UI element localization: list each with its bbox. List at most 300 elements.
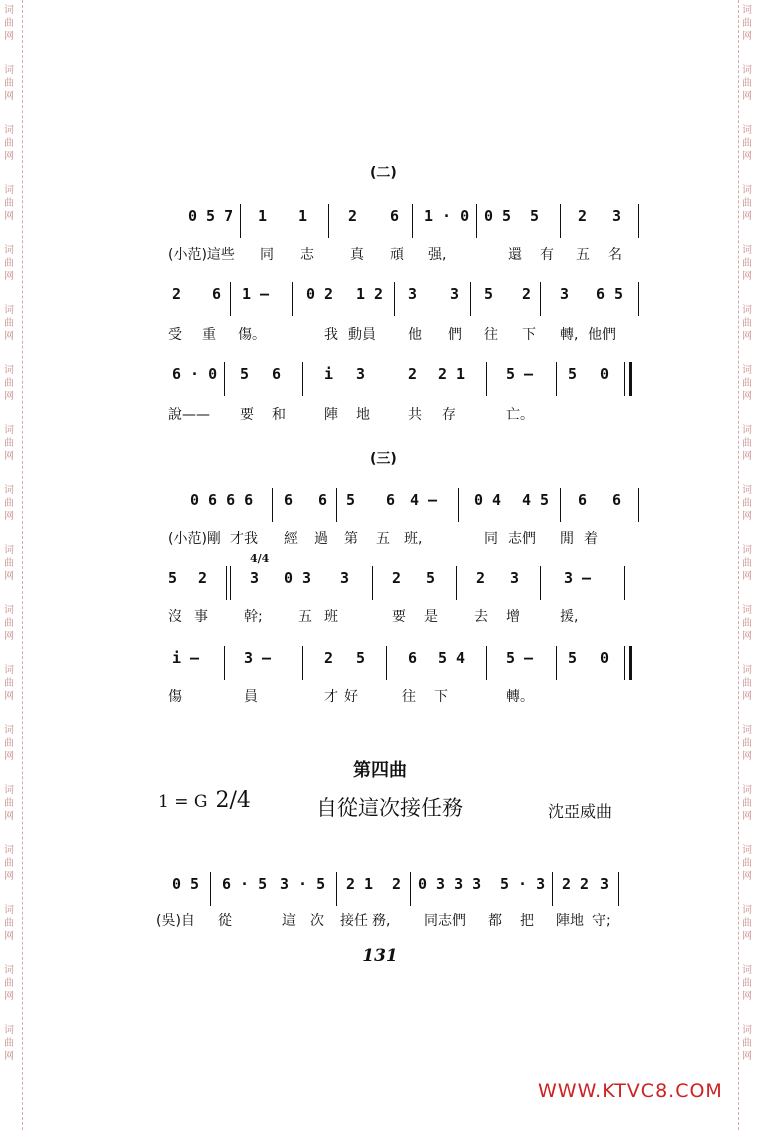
note: 1 2	[356, 285, 384, 303]
lyric-word: 事	[194, 609, 208, 625]
lyric-word: 班,	[404, 531, 423, 547]
watermark-stamp	[4, 664, 20, 724]
barline	[540, 282, 541, 316]
lyric-word: 同	[260, 247, 274, 263]
notation-staff	[168, 874, 644, 910]
watermark-char: 网	[4, 631, 14, 642]
note: 3 —	[244, 649, 272, 667]
lyric-word: 他	[408, 327, 422, 343]
watermark-char: 网	[742, 751, 752, 762]
lyric-word: 轉。	[506, 689, 534, 705]
watermark-char: 网	[742, 931, 752, 942]
watermark-char: 网	[742, 391, 752, 402]
barline	[476, 204, 477, 238]
watermark-char: 曲	[742, 738, 752, 749]
note: 6	[408, 649, 418, 667]
watermark-char: 词	[742, 125, 752, 136]
watermark-char: 曲	[4, 918, 14, 929]
note: 2	[578, 207, 588, 225]
watermark-char: 曲	[4, 78, 14, 89]
watermark-char: 词	[4, 425, 14, 436]
note: 3 —	[564, 569, 592, 587]
lyric-word: 傷。	[238, 327, 266, 343]
watermark-char: 曲	[742, 378, 752, 389]
watermark-char: 网	[4, 511, 14, 522]
lyric-word: 傷	[168, 689, 182, 705]
barline	[624, 566, 625, 600]
barline	[224, 646, 225, 680]
watermark-char: 网	[742, 511, 752, 522]
lyric-word: 受	[168, 327, 182, 343]
lyrics-line	[168, 246, 644, 266]
watermark-char: 网	[4, 451, 14, 462]
note: 3	[600, 875, 610, 893]
watermark-stamp	[4, 364, 20, 424]
watermark-char: 词	[742, 965, 752, 976]
barline	[560, 204, 561, 238]
lyric-word: 五	[298, 609, 312, 625]
watermark-stamp	[4, 964, 20, 1024]
lyric-word: (吳)自	[156, 913, 195, 929]
barline	[560, 488, 561, 522]
lyric-word: 重	[202, 327, 216, 343]
watermark-stamp	[4, 424, 20, 484]
watermark-char: 词	[742, 425, 752, 436]
lyric-word: 把	[520, 913, 534, 929]
watermark-char: 网	[742, 271, 752, 282]
barline	[456, 566, 457, 600]
watermark-stamp	[4, 784, 20, 844]
lyric-word: 第	[344, 531, 358, 547]
watermark-char: 网	[4, 931, 14, 942]
watermark-char: 曲	[4, 798, 14, 809]
right-watermark-column	[742, 0, 758, 1084]
note: 0 3	[284, 569, 312, 587]
watermark-char: 网	[742, 571, 752, 582]
lyric-word: 同	[484, 531, 498, 547]
watermark-stamp	[742, 124, 758, 184]
watermark-char: 网	[4, 331, 14, 342]
note: 1 · 0	[424, 207, 470, 225]
watermark-char: 词	[742, 1025, 752, 1036]
lyrics-line	[168, 326, 644, 346]
watermark-char: 曲	[742, 138, 752, 149]
lyric-word: 務,	[372, 913, 391, 929]
watermark-stamp	[4, 544, 20, 604]
watermark-stamp	[742, 424, 758, 484]
watermark-char: 词	[742, 365, 752, 376]
watermark-stamp	[4, 244, 20, 304]
note: 6 · 5	[222, 875, 268, 893]
watermark-char: 词	[742, 185, 752, 196]
watermark-char: 曲	[742, 258, 752, 269]
note: 5	[484, 285, 494, 303]
lyrics-line	[168, 608, 644, 628]
watermark-char: 曲	[4, 318, 14, 329]
notation-staff	[168, 364, 644, 400]
watermark-char: 曲	[4, 678, 14, 689]
watermark-char: 网	[742, 331, 752, 342]
lyric-word: 援,	[560, 609, 579, 625]
note: 2 2	[562, 875, 590, 893]
note: 1 —	[242, 285, 270, 303]
lyric-word: 真	[350, 247, 364, 263]
lyric-word: 員	[244, 689, 258, 705]
lyric-word: 共	[408, 407, 422, 423]
watermark-char: 词	[4, 845, 14, 856]
watermark-char: 网	[4, 751, 14, 762]
watermark-char: 词	[4, 485, 14, 496]
watermark-stamp	[742, 964, 758, 1024]
barline	[272, 488, 273, 522]
watermark-char: 网	[742, 31, 752, 42]
barline	[458, 488, 459, 522]
lyric-word: 還	[508, 247, 522, 263]
lyric-word: 亡。	[506, 407, 534, 423]
watermark-char: 曲	[4, 978, 14, 989]
note: 0	[600, 365, 610, 383]
watermark-stamp	[4, 1024, 20, 1084]
watermark-char: 词	[742, 785, 752, 796]
watermark-char: 曲	[742, 498, 752, 509]
watermark-char: 网	[742, 91, 752, 102]
note: 5	[346, 491, 356, 509]
lyric-word: 志們	[508, 531, 536, 547]
lyric-word: 班	[324, 609, 338, 625]
lyric-word: 過	[314, 531, 328, 547]
watermark-stamp	[4, 124, 20, 184]
lyric-word: 有	[540, 247, 554, 263]
note: 2	[522, 285, 532, 303]
key-signature	[158, 788, 251, 813]
watermark-char: 词	[742, 485, 752, 496]
barline	[410, 872, 411, 906]
barline	[638, 282, 639, 316]
section-heading: (二)	[370, 165, 397, 181]
note: 4 5	[522, 491, 550, 509]
watermark-stamp	[742, 184, 758, 244]
lyric-word: 要	[392, 609, 406, 625]
watermark-char: 曲	[4, 198, 14, 209]
watermark-char: 词	[4, 305, 14, 316]
watermark-char: 网	[4, 151, 14, 162]
watermark-char: 网	[4, 811, 14, 822]
watermark-char: 曲	[742, 858, 752, 869]
note: 5 —	[506, 649, 534, 667]
watermark-char: 词	[4, 605, 14, 616]
watermark-char: 网	[4, 31, 14, 42]
left-watermark-column	[4, 0, 20, 1084]
final-barline	[624, 362, 632, 396]
note: 3	[510, 569, 520, 587]
watermark-stamp	[742, 364, 758, 424]
lyric-word: 好	[344, 689, 358, 705]
watermark-stamp	[742, 544, 758, 604]
watermark-char: 词	[4, 725, 14, 736]
watermark-stamp	[742, 304, 758, 364]
note: 6 · 0	[172, 365, 218, 383]
watermark-char: 网	[742, 631, 752, 642]
note: 3	[612, 207, 622, 225]
watermark-char: 曲	[4, 618, 14, 629]
note: 2	[172, 285, 182, 303]
barline	[328, 204, 329, 238]
time-signature-change: 4/4	[250, 552, 270, 565]
lyric-word: 和	[272, 407, 286, 423]
watermark-stamp	[4, 844, 20, 904]
lyric-word: 五	[576, 247, 590, 263]
watermark-char: 词	[4, 1025, 14, 1036]
note: 2 1	[438, 365, 466, 383]
watermark-char: 曲	[4, 438, 14, 449]
barline	[486, 646, 487, 680]
watermark-char: 网	[742, 211, 752, 222]
note: 2	[408, 365, 418, 383]
lyric-word: 地	[356, 407, 370, 423]
barline	[556, 646, 557, 680]
watermark-char: 网	[742, 811, 752, 822]
lyric-word: (小范)這些	[168, 247, 235, 263]
lyric-word: 這	[282, 913, 296, 929]
barline	[386, 646, 387, 680]
note: 0 3 3 3	[418, 875, 482, 893]
watermark-char: 词	[4, 785, 14, 796]
lyrics-line	[168, 530, 644, 550]
watermark-char: 曲	[4, 18, 14, 29]
barline	[292, 282, 293, 316]
barline	[336, 872, 337, 906]
watermark-char: 曲	[742, 798, 752, 809]
watermark-char: 词	[4, 365, 14, 376]
notation-staff	[168, 206, 644, 242]
lyric-word: 我	[324, 327, 338, 343]
watermark-char: 词	[4, 905, 14, 916]
notation-staff	[168, 552, 644, 604]
note: 2	[324, 649, 334, 667]
watermark-char: 曲	[742, 318, 752, 329]
lyric-word: 閒	[560, 531, 574, 547]
notation-staff	[168, 284, 644, 320]
song-title: 自從這次接任務	[316, 796, 463, 820]
lyric-word: 陣地	[556, 913, 584, 929]
note: 3	[450, 285, 460, 303]
note: 5	[426, 569, 436, 587]
watermark-char: 词	[742, 545, 752, 556]
barline	[638, 488, 639, 522]
watermark-char: 网	[742, 871, 752, 882]
watermark-char: 网	[4, 271, 14, 282]
barline	[230, 282, 231, 316]
watermark-char: 网	[742, 691, 752, 702]
watermark-char: 曲	[4, 498, 14, 509]
lyric-word: 强,	[428, 247, 447, 263]
note: 6	[386, 491, 396, 509]
note: 5 · 3	[500, 875, 546, 893]
barline	[336, 488, 337, 522]
barline	[638, 204, 639, 238]
lyrics-line	[168, 688, 644, 708]
watermark-stamp	[4, 604, 20, 664]
barline	[486, 362, 487, 396]
watermark-char: 网	[742, 451, 752, 462]
lyric-word: 去	[474, 609, 488, 625]
note: 0 5	[484, 207, 512, 225]
watermark-stamp	[742, 784, 758, 844]
watermark-char: 曲	[742, 978, 752, 989]
watermark-stamp	[742, 844, 758, 904]
watermark-char: 曲	[4, 1038, 14, 1049]
watermark-char: 曲	[4, 858, 14, 869]
note: 6 5	[596, 285, 624, 303]
note: 2	[392, 569, 402, 587]
watermark-char: 网	[4, 91, 14, 102]
watermark-char: 曲	[742, 18, 752, 29]
note: 5	[168, 569, 178, 587]
note: 3	[408, 285, 418, 303]
watermark-char: 曲	[742, 618, 752, 629]
lyric-word: (小范)剛	[168, 531, 221, 547]
watermark-char: 词	[4, 5, 14, 16]
lyric-word: 往	[484, 327, 498, 343]
lyric-word: 說——	[168, 407, 210, 423]
watermark-char: 词	[742, 905, 752, 916]
lyric-word: 五	[376, 531, 390, 547]
note: 2	[392, 875, 402, 893]
lyrics-line	[156, 912, 644, 932]
notation-staff	[168, 648, 644, 684]
final-barline	[624, 646, 632, 680]
note: 0	[600, 649, 610, 667]
song-section-title: 第四曲	[353, 760, 407, 781]
note: 5 —	[506, 365, 534, 383]
note: 1	[258, 207, 268, 225]
note: 2 1	[346, 875, 374, 893]
double-barline	[226, 566, 231, 600]
lyric-word: 動員	[348, 327, 376, 343]
note: 5	[568, 649, 578, 667]
watermark-char: 曲	[742, 438, 752, 449]
watermark-stamp	[742, 1024, 758, 1084]
watermark-char: 词	[4, 125, 14, 136]
lyric-word: 才我	[230, 531, 258, 547]
note: 3	[356, 365, 366, 383]
watermark-stamp	[4, 0, 20, 64]
barline	[540, 566, 541, 600]
lyric-word: 沒	[168, 609, 182, 625]
watermark-char: 曲	[742, 918, 752, 929]
watermark-char: 曲	[4, 258, 14, 269]
watermark-char: 词	[4, 965, 14, 976]
note: 3	[560, 285, 570, 303]
watermark-stamp	[742, 604, 758, 664]
watermark-char: 词	[4, 665, 14, 676]
watermark-char: 曲	[4, 738, 14, 749]
watermark-char: 曲	[742, 558, 752, 569]
lyric-word: 下	[522, 327, 536, 343]
lyric-word: 幹;	[244, 609, 263, 625]
barline	[394, 282, 395, 316]
lyric-word: 着	[584, 531, 598, 547]
watermark-char: 曲	[742, 678, 752, 689]
barline	[224, 362, 225, 396]
note: 0 4	[474, 491, 502, 509]
lyric-word: 增	[506, 609, 520, 625]
note: 6	[318, 491, 328, 509]
watermark-char: 曲	[4, 558, 14, 569]
note: 2	[476, 569, 486, 587]
barline	[302, 646, 303, 680]
watermark-char: 网	[4, 1051, 14, 1062]
note: 6	[390, 207, 400, 225]
note: 3 · 5	[280, 875, 326, 893]
lyric-word: 接任	[340, 913, 368, 929]
note: 6	[284, 491, 294, 509]
site-watermark-url: WWW.KTVC8.COM	[538, 1080, 723, 1102]
watermark-char: 网	[4, 991, 14, 1002]
watermark-char: 词	[742, 845, 752, 856]
watermark-char: 词	[4, 245, 14, 256]
note: 0 2	[306, 285, 334, 303]
watermark-stamp	[4, 184, 20, 244]
lyric-word: 守;	[592, 913, 611, 929]
note: 5 4	[438, 649, 466, 667]
note: 5	[356, 649, 366, 667]
lyric-word: 都	[488, 913, 502, 929]
watermark-stamp	[742, 664, 758, 724]
watermark-stamp	[742, 244, 758, 304]
note: 0 5	[172, 875, 200, 893]
barline	[552, 872, 553, 906]
watermark-stamp	[742, 64, 758, 124]
page-number: 131	[362, 946, 398, 966]
note: 5	[240, 365, 250, 383]
watermark-stamp	[4, 304, 20, 364]
note: 6	[272, 365, 282, 383]
lyric-word: 是	[424, 609, 438, 625]
watermark-stamp	[4, 484, 20, 544]
watermark-char: 曲	[742, 78, 752, 89]
composer-credit: 沈亞威曲	[548, 802, 613, 821]
watermark-char: 词	[4, 185, 14, 196]
key: 1 = G	[158, 792, 208, 812]
note: 2	[348, 207, 358, 225]
lyric-word: 陣	[324, 407, 338, 423]
barline	[618, 872, 619, 906]
watermark-char: 词	[742, 725, 752, 736]
watermark-char: 曲	[4, 378, 14, 389]
section-heading: (三)	[370, 451, 397, 467]
lyric-word: 次	[310, 913, 324, 929]
watermark-stamp	[742, 0, 758, 64]
watermark-char: 网	[4, 211, 14, 222]
note: 4 —	[410, 491, 438, 509]
watermark-char: 曲	[4, 138, 14, 149]
watermark-char: 词	[742, 665, 752, 676]
lyric-word: 轉,	[560, 327, 579, 343]
lyric-word: 志	[300, 247, 314, 263]
note: 5	[530, 207, 540, 225]
barline	[470, 282, 471, 316]
note: 6	[612, 491, 622, 509]
watermark-char: 曲	[742, 1038, 752, 1049]
lyric-word: 們	[448, 327, 462, 343]
watermark-char: 网	[4, 571, 14, 582]
watermark-char: 词	[4, 545, 14, 556]
watermark-char: 网	[4, 391, 14, 402]
note: 0 5 7	[188, 207, 234, 225]
lyric-word: 同志們	[424, 913, 466, 929]
watermark-char: 网	[742, 991, 752, 1002]
